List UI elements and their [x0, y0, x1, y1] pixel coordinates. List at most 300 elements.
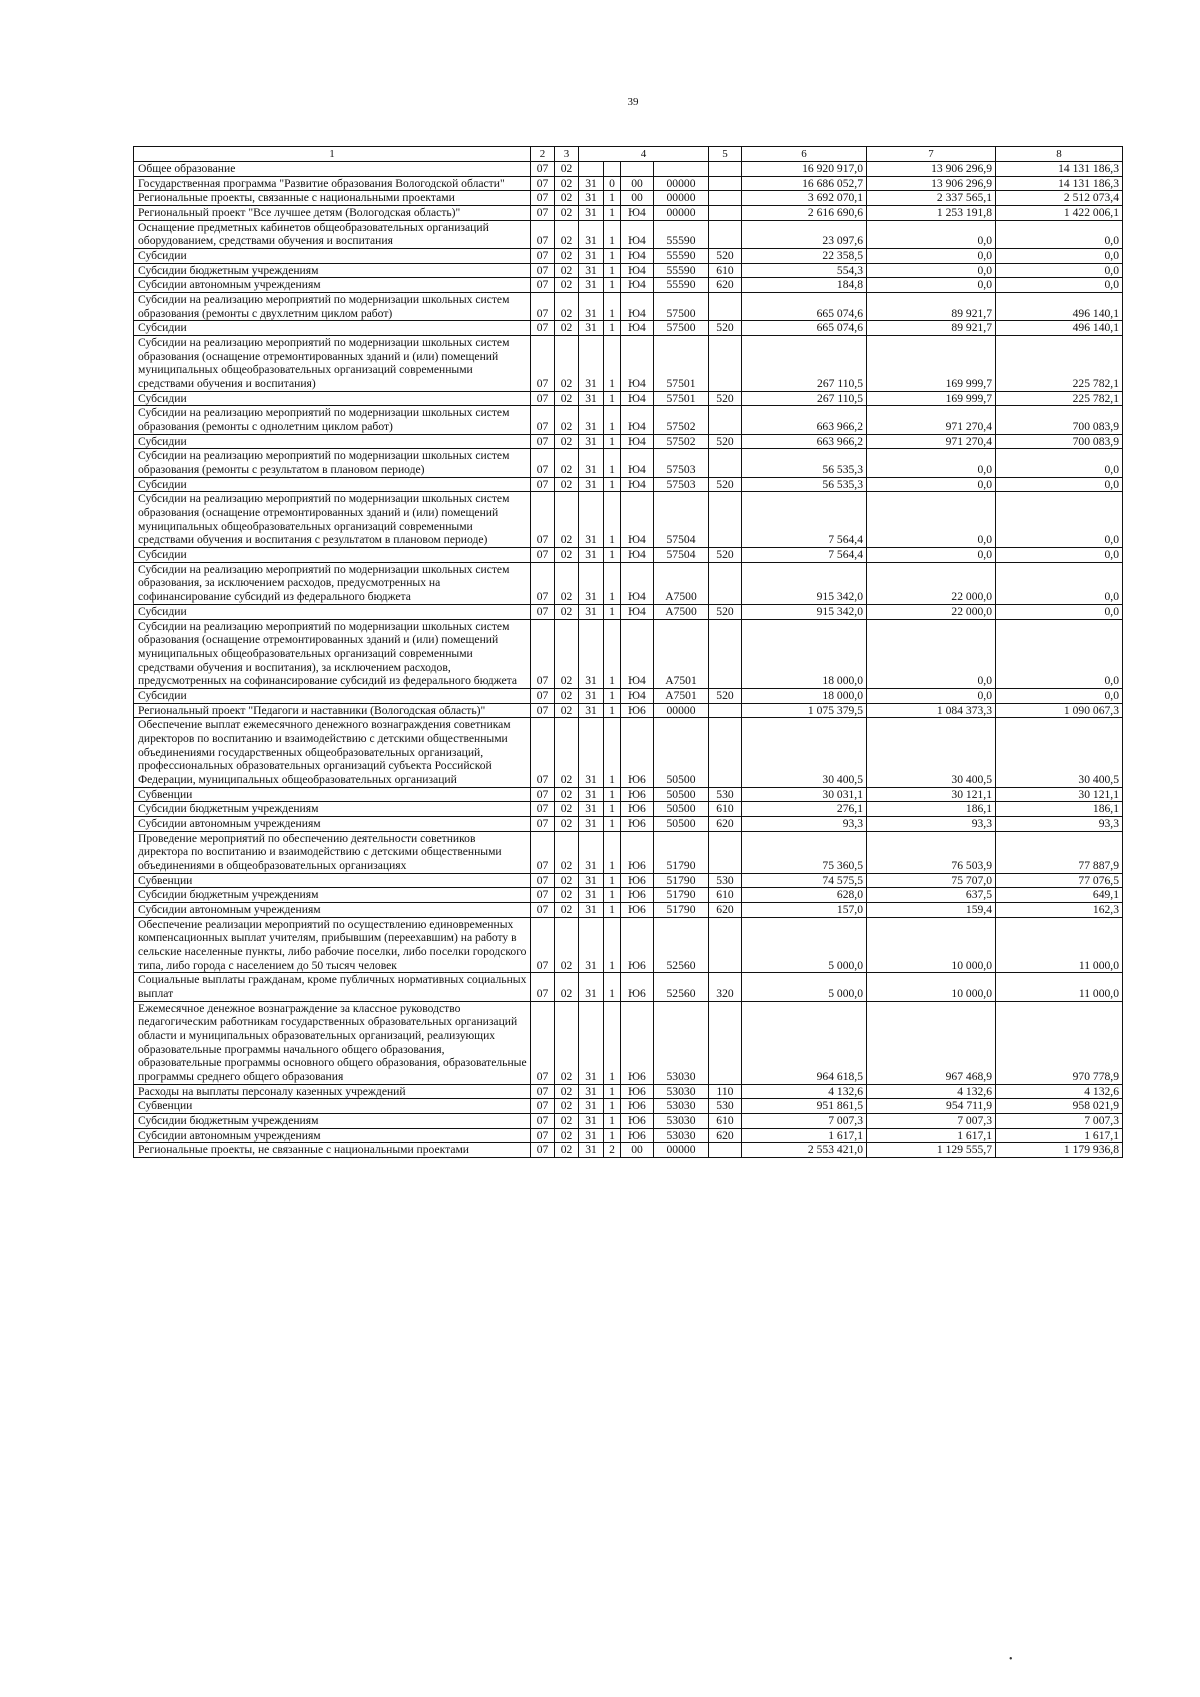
row-subsection: 02	[555, 278, 579, 293]
row-name: Субсидии на реализацию мероприятий по модернизации школьных систем образования (оснащение отремонтированных зданий и (или) помещений муниципальных общеобразовательных организаций современными средствами обучения и воспитания)	[134, 336, 531, 392]
row-expense-type: 110	[709, 1084, 742, 1099]
row-amount-year-3: 225 782,1	[996, 336, 1123, 392]
row-amount-year-3: 14 131 186,3	[996, 176, 1123, 191]
table-row	[134, 162, 1123, 177]
row-subprogram: 1	[604, 406, 621, 434]
row-amount-year-1: 276,1	[742, 802, 867, 817]
row-amount-year-3: 0,0	[996, 477, 1123, 492]
row-expense-type: 620	[709, 278, 742, 293]
row-subprogram: 1	[604, 703, 621, 718]
row-section: 07	[531, 1143, 555, 1158]
row-subprogram: 1	[604, 1114, 621, 1129]
budget-sheet	[133, 146, 1122, 1158]
table-row	[134, 1143, 1123, 1158]
row-amount-year-1: 16 920 917,0	[742, 162, 867, 177]
row-amount-year-1: 1 075 379,5	[742, 703, 867, 718]
row-subsection: 02	[555, 1099, 579, 1114]
row-direction: 51790	[654, 831, 709, 873]
row-subprogram: 0	[604, 176, 621, 191]
row-amount-year-1: 7 007,3	[742, 1114, 867, 1129]
row-amount-year-3: 11 000,0	[996, 917, 1123, 973]
row-amount-year-1: 30 031,1	[742, 787, 867, 802]
table-row	[134, 336, 1123, 392]
row-name: Субсидии	[134, 391, 531, 406]
row-amount-year-3: 0,0	[996, 263, 1123, 278]
row-project: Ю4	[621, 562, 654, 604]
row-expense-type: 610	[709, 888, 742, 903]
row-direction: А7501	[654, 619, 709, 688]
row-amount-year-3: 0,0	[996, 278, 1123, 293]
row-subsection: 02	[555, 406, 579, 434]
row-subsection: 02	[555, 263, 579, 278]
row-subprogram: 1	[604, 888, 621, 903]
row-project: Ю4	[621, 619, 654, 688]
row-program	[579, 162, 604, 177]
row-project: Ю6	[621, 1099, 654, 1114]
row-section: 07	[531, 293, 555, 321]
table-row	[134, 191, 1123, 206]
row-subprogram: 1	[604, 449, 621, 477]
row-program: 31	[579, 718, 604, 787]
row-direction: 55590	[654, 249, 709, 264]
row-amount-year-3: 0,0	[996, 562, 1123, 604]
row-amount-year-3: 186,1	[996, 802, 1123, 817]
row-direction: 00000	[654, 191, 709, 206]
row-expense-type: 520	[709, 391, 742, 406]
row-name: Субсидии автономным учреждениям	[134, 902, 531, 917]
table-row	[134, 249, 1123, 264]
table-row	[134, 718, 1123, 787]
row-name: Обеспечение выплат ежемесячного денежного вознаграждения советникам директоров по воспитанию и взаимодействию с детскими общественными объединениями государственных общеобразовательных организаций, профессиональных образовательных организаций субъекта Российской Федерации, муниципальных общеобразовательных организаций	[134, 718, 531, 787]
row-section: 07	[531, 902, 555, 917]
row-amount-year-1: 7 564,4	[742, 492, 867, 548]
row-direction: А7501	[654, 688, 709, 703]
row-amount-year-2: 10 000,0	[867, 973, 996, 1001]
row-amount-year-3: 1 617,1	[996, 1128, 1123, 1143]
row-name: Субсидии автономным учреждениям	[134, 1128, 531, 1143]
row-subprogram: 2	[604, 1143, 621, 1158]
row-expense-type: 610	[709, 802, 742, 817]
row-project: Ю6	[621, 718, 654, 787]
row-subprogram: 1	[604, 434, 621, 449]
row-amount-year-2: 169 999,7	[867, 336, 996, 392]
row-program: 31	[579, 548, 604, 563]
row-section: 07	[531, 831, 555, 873]
row-amount-year-2: 0,0	[867, 220, 996, 248]
row-name: Социальные выплаты гражданам, кроме публичных нормативных социальных выплат	[134, 973, 531, 1001]
row-amount-year-1: 951 861,5	[742, 1099, 867, 1114]
row-amount-year-3: 2 512 073,4	[996, 191, 1123, 206]
row-amount-year-3: 1 090 067,3	[996, 703, 1123, 718]
row-name: Оснащение предметных кабинетов общеобразовательных организаций оборудованием, средствами обучения и воспитания	[134, 220, 531, 248]
header-cell-subsection: 3	[555, 147, 579, 162]
row-program: 31	[579, 321, 604, 336]
table-row	[134, 688, 1123, 703]
row-amount-year-2: 169 999,7	[867, 391, 996, 406]
row-project: Ю4	[621, 548, 654, 563]
row-name: Субсидии на реализацию мероприятий по модернизации школьных систем образования (ремонты с результатом в плановом периоде)	[134, 449, 531, 477]
row-section: 07	[531, 176, 555, 191]
table-row	[134, 1114, 1123, 1129]
header-cell-section: 2	[531, 147, 555, 162]
row-subsection: 02	[555, 902, 579, 917]
row-project: Ю4	[621, 206, 654, 221]
row-direction: 00000	[654, 1143, 709, 1158]
table-row	[134, 604, 1123, 619]
row-direction: 50500	[654, 787, 709, 802]
row-amount-year-2: 1 129 555,7	[867, 1143, 996, 1158]
row-section: 07	[531, 206, 555, 221]
row-subsection: 02	[555, 619, 579, 688]
row-direction: А7500	[654, 562, 709, 604]
row-amount-year-2: 93,3	[867, 816, 996, 831]
row-amount-year-3: 496 140,1	[996, 293, 1123, 321]
row-section: 07	[531, 619, 555, 688]
table-row	[134, 816, 1123, 831]
row-amount-year-2: 2 337 565,1	[867, 191, 996, 206]
row-subsection: 02	[555, 162, 579, 177]
row-amount-year-2: 0,0	[867, 249, 996, 264]
row-project: Ю6	[621, 973, 654, 1001]
row-subsection: 02	[555, 816, 579, 831]
row-subsection: 02	[555, 873, 579, 888]
row-project: Ю4	[621, 391, 654, 406]
row-section: 07	[531, 604, 555, 619]
row-name: Субсидии на реализацию мероприятий по модернизации школьных систем образования (ремонты с однолетним циклом работ)	[134, 406, 531, 434]
table-row	[134, 293, 1123, 321]
row-section: 07	[531, 1099, 555, 1114]
row-direction: 57503	[654, 477, 709, 492]
row-subprogram: 1	[604, 787, 621, 802]
row-name: Субвенции	[134, 787, 531, 802]
row-program: 31	[579, 1143, 604, 1158]
header-cell-year-3: 8	[996, 147, 1123, 162]
row-amount-year-2: 0,0	[867, 548, 996, 563]
row-direction: 53030	[654, 1001, 709, 1084]
table-row	[134, 278, 1123, 293]
row-amount-year-1: 56 535,3	[742, 449, 867, 477]
row-program: 31	[579, 206, 604, 221]
table-row	[134, 902, 1123, 917]
row-amount-year-2: 967 468,9	[867, 1001, 996, 1084]
row-subsection: 02	[555, 492, 579, 548]
row-amount-year-3: 0,0	[996, 492, 1123, 548]
row-amount-year-1: 56 535,3	[742, 477, 867, 492]
table-row	[134, 703, 1123, 718]
row-direction: 55590	[654, 263, 709, 278]
row-amount-year-3: 77 887,9	[996, 831, 1123, 873]
row-amount-year-1: 5 000,0	[742, 973, 867, 1001]
row-amount-year-2: 971 270,4	[867, 434, 996, 449]
row-amount-year-1: 2 616 690,6	[742, 206, 867, 221]
row-name: Государственная программа "Развитие образования Вологодской области"	[134, 176, 531, 191]
row-name: Проведение мероприятий по обеспечению деятельности советников директора по воспитанию и взаимодействию с детскими общественными объединениями в общеобразовательных организациях	[134, 831, 531, 873]
row-amount-year-2: 954 711,9	[867, 1099, 996, 1114]
row-subprogram: 1	[604, 191, 621, 206]
row-subprogram: 1	[604, 604, 621, 619]
row-subprogram: 1	[604, 492, 621, 548]
row-expense-type	[709, 293, 742, 321]
row-project: 00	[621, 1143, 654, 1158]
row-section: 07	[531, 1128, 555, 1143]
row-subprogram: 1	[604, 619, 621, 688]
row-subprogram: 1	[604, 973, 621, 1001]
row-amount-year-3: 162,3	[996, 902, 1123, 917]
table-row	[134, 802, 1123, 817]
row-expense-type	[709, 406, 742, 434]
row-section: 07	[531, 391, 555, 406]
row-subprogram: 1	[604, 477, 621, 492]
row-amount-year-2: 186,1	[867, 802, 996, 817]
row-amount-year-3: 4 132,6	[996, 1084, 1123, 1099]
row-subsection: 02	[555, 1114, 579, 1129]
row-amount-year-1: 30 400,5	[742, 718, 867, 787]
row-subsection: 02	[555, 249, 579, 264]
row-name: Субсидии	[134, 434, 531, 449]
row-direction: 57504	[654, 492, 709, 548]
row-direction: 53030	[654, 1114, 709, 1129]
row-expense-type: 520	[709, 321, 742, 336]
row-section: 07	[531, 873, 555, 888]
row-project: Ю6	[621, 1114, 654, 1129]
row-expense-type	[709, 162, 742, 177]
row-subsection: 02	[555, 1143, 579, 1158]
row-section: 07	[531, 1084, 555, 1099]
row-subsection: 02	[555, 206, 579, 221]
row-amount-year-2: 30 121,1	[867, 787, 996, 802]
table-row	[134, 873, 1123, 888]
row-amount-year-2: 89 921,7	[867, 293, 996, 321]
scan-mark: •	[1009, 1654, 1013, 1665]
row-program: 31	[579, 176, 604, 191]
row-name: Субсидии	[134, 477, 531, 492]
row-subprogram: 1	[604, 802, 621, 817]
row-subsection: 02	[555, 176, 579, 191]
row-subprogram: 1	[604, 548, 621, 563]
row-subprogram: 1	[604, 391, 621, 406]
row-name: Субсидии автономным учреждениям	[134, 278, 531, 293]
row-name: Субсидии бюджетным учреждениям	[134, 802, 531, 817]
row-amount-year-3: 649,1	[996, 888, 1123, 903]
row-amount-year-2: 1 617,1	[867, 1128, 996, 1143]
row-program: 31	[579, 220, 604, 248]
row-name: Субвенции	[134, 873, 531, 888]
row-amount-year-1: 93,3	[742, 816, 867, 831]
budget-table	[133, 146, 1123, 1158]
row-amount-year-1: 157,0	[742, 902, 867, 917]
row-amount-year-3: 14 131 186,3	[996, 162, 1123, 177]
row-amount-year-3: 958 021,9	[996, 1099, 1123, 1114]
row-subsection: 02	[555, 831, 579, 873]
row-amount-year-2: 0,0	[867, 688, 996, 703]
row-section: 07	[531, 917, 555, 973]
row-expense-type: 620	[709, 902, 742, 917]
row-section: 07	[531, 321, 555, 336]
row-subprogram: 1	[604, 1099, 621, 1114]
row-program: 31	[579, 917, 604, 973]
row-section: 07	[531, 1114, 555, 1129]
header-cell-target-article: 4	[579, 147, 709, 162]
row-amount-year-2: 76 503,9	[867, 831, 996, 873]
row-amount-year-3: 0,0	[996, 688, 1123, 703]
row-project: Ю4	[621, 278, 654, 293]
row-subsection: 02	[555, 604, 579, 619]
row-subsection: 02	[555, 391, 579, 406]
row-program: 31	[579, 703, 604, 718]
row-section: 07	[531, 548, 555, 563]
row-amount-year-1: 964 618,5	[742, 1001, 867, 1084]
table-row	[134, 1099, 1123, 1114]
row-subprogram	[604, 162, 621, 177]
row-expense-type	[709, 562, 742, 604]
row-amount-year-2: 0,0	[867, 263, 996, 278]
row-name: Субсидии автономным учреждениям	[134, 816, 531, 831]
row-amount-year-3: 0,0	[996, 604, 1123, 619]
row-amount-year-2: 13 906 296,9	[867, 176, 996, 191]
row-expense-type	[709, 703, 742, 718]
row-section: 07	[531, 220, 555, 248]
row-project: Ю4	[621, 604, 654, 619]
row-section: 07	[531, 1001, 555, 1084]
row-amount-year-1: 7 564,4	[742, 548, 867, 563]
row-section: 07	[531, 162, 555, 177]
row-amount-year-1: 663 966,2	[742, 434, 867, 449]
row-amount-year-2: 30 400,5	[867, 718, 996, 787]
row-expense-type	[709, 191, 742, 206]
row-section: 07	[531, 718, 555, 787]
row-direction: 53030	[654, 1128, 709, 1143]
row-name: Субвенции	[134, 1099, 531, 1114]
header-cell-name: 1	[134, 147, 531, 162]
row-program: 31	[579, 816, 604, 831]
row-expense-type: 610	[709, 1114, 742, 1129]
row-program: 31	[579, 434, 604, 449]
row-amount-year-2: 0,0	[867, 278, 996, 293]
row-name: Субсидии	[134, 548, 531, 563]
row-expense-type	[709, 206, 742, 221]
row-amount-year-2: 1 253 191,8	[867, 206, 996, 221]
row-amount-year-2: 10 000,0	[867, 917, 996, 973]
table-row	[134, 1001, 1123, 1084]
header-cell-expense-type: 5	[709, 147, 742, 162]
row-expense-type: 320	[709, 973, 742, 1001]
table-row	[134, 263, 1123, 278]
table-row	[134, 477, 1123, 492]
row-section: 07	[531, 703, 555, 718]
row-amount-year-1: 23 097,6	[742, 220, 867, 248]
row-amount-year-2: 159,4	[867, 902, 996, 917]
row-direction: 53030	[654, 1084, 709, 1099]
row-project: Ю4	[621, 293, 654, 321]
row-project: Ю6	[621, 787, 654, 802]
row-direction: 00000	[654, 206, 709, 221]
row-program: 31	[579, 263, 604, 278]
row-section: 07	[531, 802, 555, 817]
row-project: Ю6	[621, 917, 654, 973]
row-subsection: 02	[555, 321, 579, 336]
row-subprogram: 1	[604, 220, 621, 248]
row-amount-year-3: 496 140,1	[996, 321, 1123, 336]
row-project: Ю4	[621, 449, 654, 477]
row-name: Обеспечение реализации мероприятий по осуществлению единовременных компенсационных выплат учителям, прибывшим (переехавшим) на работу в сельские населенные пункты, либо рабочие поселки, либо поселки городского типа, либо города с населением до 50 тысяч человек	[134, 917, 531, 973]
row-amount-year-1: 665 074,6	[742, 293, 867, 321]
row-direction: 57500	[654, 321, 709, 336]
row-section: 07	[531, 787, 555, 802]
row-amount-year-2: 971 270,4	[867, 406, 996, 434]
row-program: 31	[579, 688, 604, 703]
row-amount-year-2: 75 707,0	[867, 873, 996, 888]
row-name: Субсидии бюджетным учреждениям	[134, 263, 531, 278]
column-number-row	[134, 147, 1123, 162]
row-direction: А7500	[654, 604, 709, 619]
row-expense-type	[709, 220, 742, 248]
row-section: 07	[531, 477, 555, 492]
row-amount-year-1: 4 132,6	[742, 1084, 867, 1099]
table-row	[134, 321, 1123, 336]
row-program: 31	[579, 191, 604, 206]
row-program: 31	[579, 604, 604, 619]
row-direction: 00000	[654, 703, 709, 718]
row-project	[621, 162, 654, 177]
table-row	[134, 492, 1123, 548]
row-subsection: 02	[555, 917, 579, 973]
row-amount-year-1: 915 342,0	[742, 562, 867, 604]
row-direction: 57501	[654, 391, 709, 406]
row-amount-year-1: 5 000,0	[742, 917, 867, 973]
row-subsection: 02	[555, 703, 579, 718]
row-amount-year-1: 2 553 421,0	[742, 1143, 867, 1158]
row-project: Ю4	[621, 406, 654, 434]
row-subprogram: 1	[604, 917, 621, 973]
row-section: 07	[531, 816, 555, 831]
row-direction: 51790	[654, 902, 709, 917]
row-amount-year-1: 75 360,5	[742, 831, 867, 873]
row-expense-type: 520	[709, 477, 742, 492]
row-subsection: 02	[555, 787, 579, 802]
row-name: Региональный проект "Педагоги и наставники (Вологодская область)"	[134, 703, 531, 718]
row-name: Ежемесячное денежное вознаграждение за классное руководство педагогическим работникам государственных образовательных организаций области и муниципальных образовательных организаций, реализующих образовательные программы начального общего образования, образовательные программы основного общего образования, образовательные программы среднего общего образования	[134, 1001, 531, 1084]
row-expense-type: 620	[709, 1128, 742, 1143]
row-subprogram: 1	[604, 902, 621, 917]
row-amount-year-3: 0,0	[996, 449, 1123, 477]
row-amount-year-3: 93,3	[996, 816, 1123, 831]
row-subprogram: 1	[604, 1001, 621, 1084]
row-expense-type	[709, 492, 742, 548]
row-project: Ю6	[621, 1001, 654, 1084]
row-project: Ю4	[621, 220, 654, 248]
row-amount-year-3: 700 083,9	[996, 434, 1123, 449]
row-section: 07	[531, 263, 555, 278]
row-expense-type	[709, 619, 742, 688]
row-subprogram: 1	[604, 206, 621, 221]
table-row	[134, 1128, 1123, 1143]
row-direction: 00000	[654, 176, 709, 191]
header-cell-year-2: 7	[867, 147, 996, 162]
row-subprogram: 1	[604, 293, 621, 321]
row-expense-type	[709, 1001, 742, 1084]
row-program: 31	[579, 888, 604, 903]
row-program: 31	[579, 873, 604, 888]
row-section: 07	[531, 688, 555, 703]
row-direction: 55590	[654, 220, 709, 248]
row-amount-year-2: 89 921,7	[867, 321, 996, 336]
row-direction: 51790	[654, 873, 709, 888]
row-project: Ю4	[621, 321, 654, 336]
row-amount-year-1: 74 575,5	[742, 873, 867, 888]
row-program: 31	[579, 1099, 604, 1114]
row-amount-year-3: 0,0	[996, 548, 1123, 563]
row-amount-year-2: 0,0	[867, 492, 996, 548]
